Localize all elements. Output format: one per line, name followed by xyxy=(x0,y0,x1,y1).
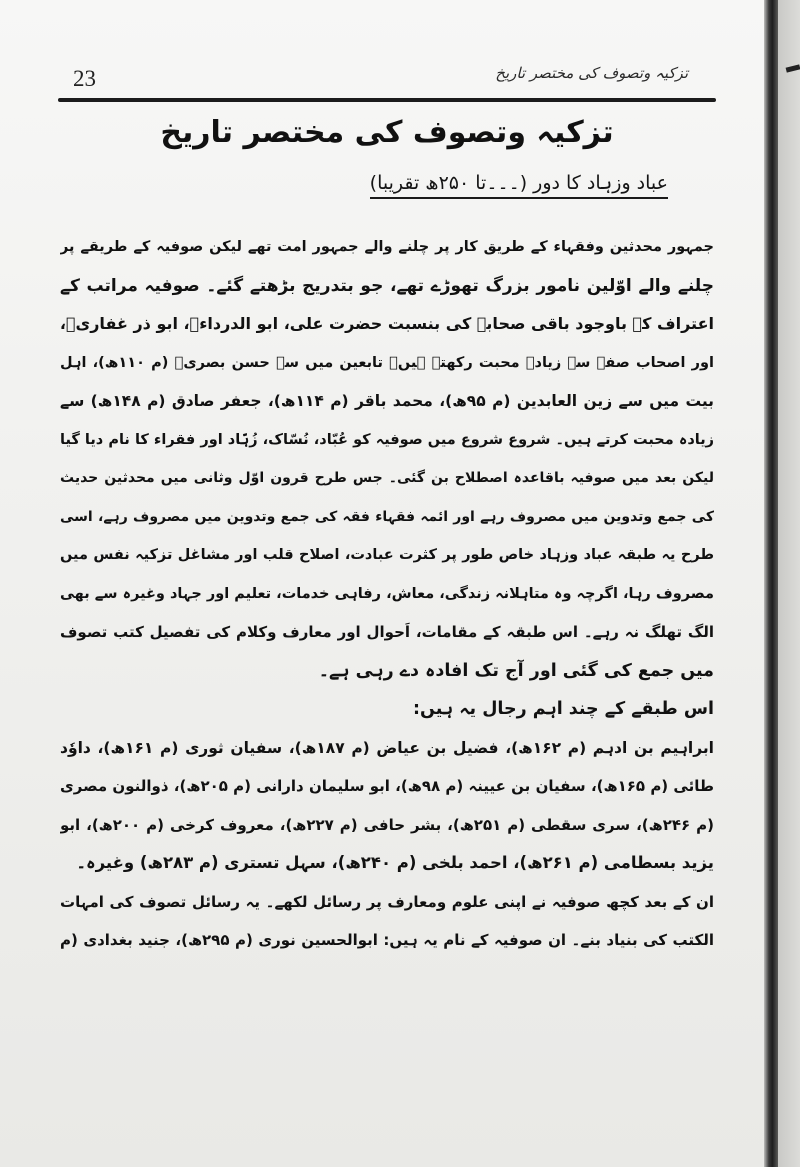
body-line: چلنے والے اوّلین نامور بزرگ تھوڑے تھے، جو بتدریج بڑھتے گئے۔ صوفیہ مراتب کے xyxy=(60,275,714,296)
header-rule xyxy=(58,98,716,102)
body-line: (م ۲۴۶ھ)، سری سقطی (م ۲۵۱ھ)، بشر حافی (م ۲۲۷ھ)، معروف کرخی (م ۲۰۰ھ)، ابو xyxy=(60,815,714,834)
body-line: کی جمع وتدوین میں مصروف رہے اور ائمہ فقہاء فقہ کی جمع وتدوین میں مصروف رہے، اسی xyxy=(60,508,714,525)
book-binding-gutter xyxy=(764,0,778,1167)
body-text xyxy=(60,228,714,960)
adjacent-page-edge xyxy=(778,0,800,1167)
section-subtitle: عباد وزہاد کا دور (۔۔۔تا ۲۵۰ھ تقریبا) xyxy=(370,172,668,199)
body-line: طائی (م ۱۶۵ھ)، سفیان بن عیینہ (م ۹۸ھ)، ابو سلیمان دارانی (م ۲۰۵ھ)، ذوالنون مصری xyxy=(60,777,714,795)
running-header: تزکیہ وتصوف کی مختصر تاریخ xyxy=(495,64,688,82)
body-line: الکتب کی بنیاد بنے۔ ان صوفیہ کے نام یہ ہیں: ابوالحسین نوری (م ۲۹۵ھ)، جنید بغدادی (م xyxy=(60,931,714,949)
body-line: ابراہیم بن ادہم (م ۱۶۲ھ)، فضیل بن عیاض (م ۱۸۷ھ)، سفیان ثوری (م ۱۶۱ھ)، داوٗد xyxy=(60,738,714,757)
body-line: جمہور محدثین وفقہاء کے طریق کار پر چلنے والے جمہور امت تھے لیکن صوفیہ کے طریقے پر xyxy=(60,239,714,255)
body-line: الگ تھلگ نہ رہے۔ اس طبقہ کے مقامات، اَحوال اور معارف وکلام کی تفصیل کتب تصوف xyxy=(60,623,714,641)
body-line: اعتراف کے باوجود باقی صحابہ کی بنسبت حضرت علی، ابو الدرداءؓ، ابو ذر غفاریؓ، xyxy=(60,314,714,333)
page-number: 23 xyxy=(73,66,96,91)
body-line: میں جمع کی گئی اور آج تک افادہ دے رہی ہے۔ xyxy=(318,660,714,681)
body-line: لیکن بعد میں صوفیہ باقاعدہ اصطلاح بن گئی۔ جس طرح قرون اوّل وثانی میں محدثین حدیث xyxy=(60,470,714,486)
body-line: مصروف رہا، اگرچہ وہ متاہلانہ زندگی، معاش، رفاہی خدمات، تعلیم اور جہاد وغیرہ سے بھی xyxy=(60,585,714,602)
chapter-title: تزکیہ وتصوف کی مختصر تاریخ xyxy=(160,115,614,150)
body-line: ان کے بعد کچھ صوفیہ نے اپنی علوم ومعارف پر رسائل لکھے۔ یہ رسائل تصوف کی امہات xyxy=(60,892,714,911)
body-line: بیت میں سے زین العابدین (م ۹۵ھ)، محمد باقر (م ۱۱۴ھ)، جعفر صادق (م ۱۴۸ھ) سے xyxy=(60,392,714,410)
body-line: یزید بسطامی (م ۲۶۱ھ)، احمد بلخی (م ۲۴۰ھ)، سہل تستری (م ۲۸۳ھ) وغیرہ۔ xyxy=(76,853,714,872)
body-line: زیادہ محبت کرتے ہیں۔ شروع شروع میں صوفیہ کو عُبّاد، نُسّاک، زُہّاد اور فقراء کا نام دیا گیا xyxy=(60,431,714,448)
body-line: اور اصحاب صفہ سے زیادہ محبت رکھتے ہیں۔ تابعین میں سے حسن بصریؒ (م ۱۱۰ھ)، اہل xyxy=(60,354,714,371)
body-line: طرح یہ طبقہ عباد وزہاد خاص طور پر کثرت عبادت، اصلاح قلب اور مشاغل تزکیہ نفس میں xyxy=(60,547,714,563)
body-line: اس طبقے کے چند اہم رجال یہ ہیں: xyxy=(413,699,714,719)
